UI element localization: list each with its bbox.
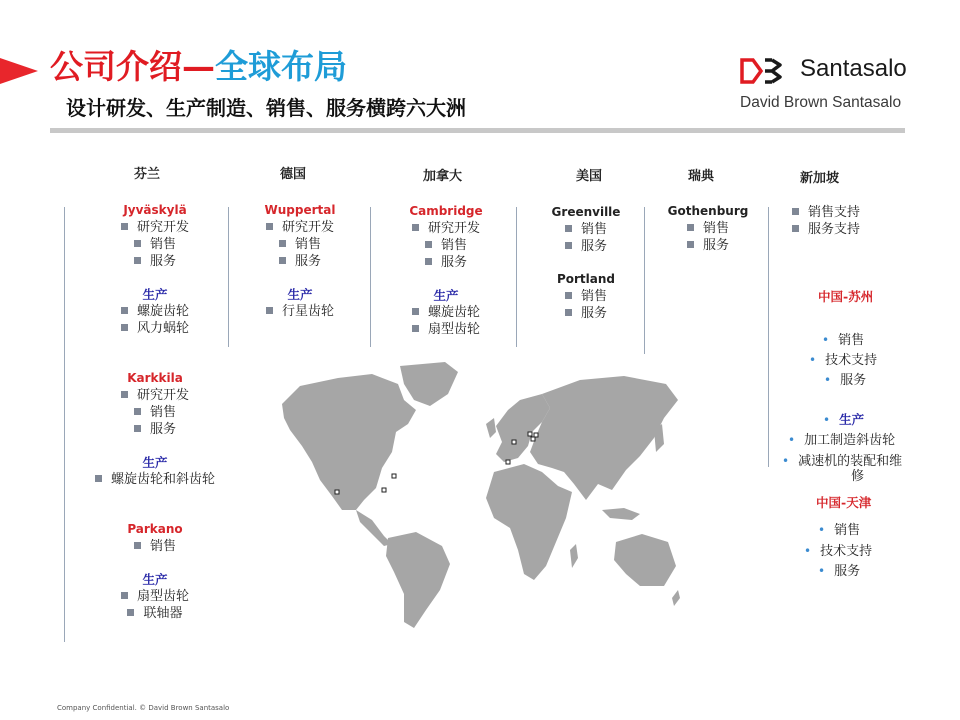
list-item: 销售 bbox=[530, 288, 642, 305]
list-item: 研究开发 bbox=[80, 219, 230, 236]
location-marker bbox=[534, 433, 538, 437]
sweden-column bbox=[652, 203, 764, 254]
list-item: 风力蜗轮 bbox=[80, 320, 230, 337]
finland-column-parkano bbox=[80, 521, 230, 622]
list-item: 服务 bbox=[80, 421, 230, 438]
title-part2: 全球布局 bbox=[215, 47, 347, 86]
africa-shape bbox=[486, 464, 572, 580]
location-marker bbox=[512, 440, 516, 444]
title-divider bbox=[50, 128, 905, 133]
south-america-shape bbox=[386, 532, 450, 628]
list-item: 服务 bbox=[530, 305, 642, 322]
list-item: • 技术支持 bbox=[809, 353, 878, 368]
list-item: 销售 bbox=[80, 404, 230, 421]
footer-text: Company Confidential. © David Brown Santasalo bbox=[57, 704, 230, 712]
list-item: • 加工制造斜齿轮 bbox=[788, 433, 896, 448]
indonesia-shape bbox=[602, 508, 640, 520]
list-item: 螺旋齿轮和斜齿轮 bbox=[80, 471, 230, 488]
country-usa: 美国 bbox=[576, 169, 603, 184]
production-label: • 生产 bbox=[823, 412, 865, 427]
germany-column bbox=[236, 202, 364, 320]
column-divider bbox=[516, 207, 517, 347]
column-divider bbox=[370, 207, 371, 347]
red-arrow-icon bbox=[0, 58, 38, 84]
logo-name: Santasalo bbox=[800, 55, 907, 82]
north-america-shape bbox=[282, 374, 416, 510]
china-tianjin-label: 中国-天津 bbox=[816, 495, 872, 510]
china-suzhou-label: 中国-苏州 bbox=[818, 289, 874, 304]
finland-column bbox=[80, 202, 230, 337]
production-label: 生产 bbox=[142, 287, 168, 302]
column-divider bbox=[64, 207, 65, 642]
list-item: • 销售 bbox=[818, 523, 861, 538]
city-gothenburg: Gothenburg bbox=[667, 204, 749, 218]
city-karkkila: Karkkila bbox=[127, 371, 183, 385]
country-canada: 加拿大 bbox=[423, 169, 463, 184]
list-item: 研究开发 bbox=[80, 387, 230, 404]
list-item: 销售支持 bbox=[792, 204, 860, 221]
list-item: 螺旋齿轮 bbox=[80, 303, 230, 320]
country-sweden: 瑞典 bbox=[688, 169, 715, 184]
city-greenville: Greenville bbox=[551, 205, 621, 219]
production-label: 生产 bbox=[287, 287, 313, 302]
production-label: 生产 bbox=[142, 455, 168, 470]
usa-column bbox=[530, 204, 642, 322]
finland-column-karkkila bbox=[80, 370, 230, 488]
singapore-column bbox=[792, 204, 860, 238]
title-part1: 公司介绍— bbox=[50, 47, 215, 86]
list-item: 服务 bbox=[530, 238, 642, 255]
world-map bbox=[280, 360, 680, 630]
country-singapore: 新加坡 bbox=[800, 171, 840, 186]
list-item: 扇型齿轮 bbox=[380, 321, 512, 338]
list-item-continued: 修 bbox=[851, 469, 865, 484]
country-finland: 芬兰 bbox=[134, 167, 161, 182]
greenland-shape bbox=[400, 362, 458, 406]
list-item: 销售 bbox=[530, 221, 642, 238]
australia-shape bbox=[614, 534, 676, 586]
list-item: • 减速机的装配和维 bbox=[782, 454, 903, 469]
production-label: 生产 bbox=[142, 572, 168, 587]
column-divider bbox=[768, 207, 769, 467]
list-item: 销售 bbox=[380, 237, 512, 254]
list-item: 研究开发 bbox=[380, 220, 512, 237]
uk-shape bbox=[486, 418, 496, 438]
list-item: • 销售 bbox=[822, 333, 865, 348]
madagascar-shape bbox=[570, 544, 578, 568]
list-item: 行星齿轮 bbox=[236, 303, 364, 320]
list-item: • 技术支持 bbox=[804, 544, 873, 559]
list-item: 服务 bbox=[236, 253, 364, 270]
page-title bbox=[50, 44, 347, 90]
city-jyvaskyla: Jyväskylä bbox=[123, 203, 187, 217]
logo-subtitle: David Brown Santasalo bbox=[740, 94, 902, 111]
location-marker bbox=[335, 490, 339, 494]
list-item: 销售 bbox=[80, 538, 230, 555]
central-america-shape bbox=[356, 510, 392, 546]
new-zealand-shape bbox=[672, 590, 680, 606]
city-parkano: Parkano bbox=[127, 522, 183, 536]
list-item: 销售 bbox=[236, 236, 364, 253]
location-marker bbox=[382, 488, 386, 492]
list-item: 服务 bbox=[80, 253, 230, 270]
list-item: 销售 bbox=[652, 220, 764, 237]
list-item: 扇型齿轮 bbox=[80, 588, 230, 605]
canada-column bbox=[380, 203, 512, 338]
list-item: 服务支持 bbox=[792, 221, 860, 238]
list-item: • 服务 bbox=[824, 373, 867, 388]
production-label: 生产 bbox=[433, 288, 459, 303]
list-item: • 服务 bbox=[818, 564, 861, 579]
country-germany: 德国 bbox=[280, 167, 307, 182]
list-item: 销售 bbox=[80, 236, 230, 253]
location-marker bbox=[528, 432, 532, 436]
list-item: 螺旋齿轮 bbox=[380, 304, 512, 321]
santasalo-logo-icon bbox=[739, 57, 797, 85]
page-subtitle: 设计研发、生产制造、销售、服务横跨六大洲 bbox=[66, 96, 466, 120]
city-cambridge: Cambridge bbox=[409, 204, 483, 218]
list-item: 联轴器 bbox=[80, 605, 230, 622]
location-marker bbox=[392, 474, 396, 478]
location-marker bbox=[506, 460, 510, 464]
city-wuppertal: Wuppertal bbox=[264, 203, 336, 217]
list-item: 服务 bbox=[652, 237, 764, 254]
location-marker bbox=[531, 437, 535, 441]
list-item: 服务 bbox=[380, 254, 512, 271]
list-item: 研究开发 bbox=[236, 219, 364, 236]
city-portland: Portland bbox=[556, 272, 616, 286]
column-divider bbox=[644, 207, 645, 354]
